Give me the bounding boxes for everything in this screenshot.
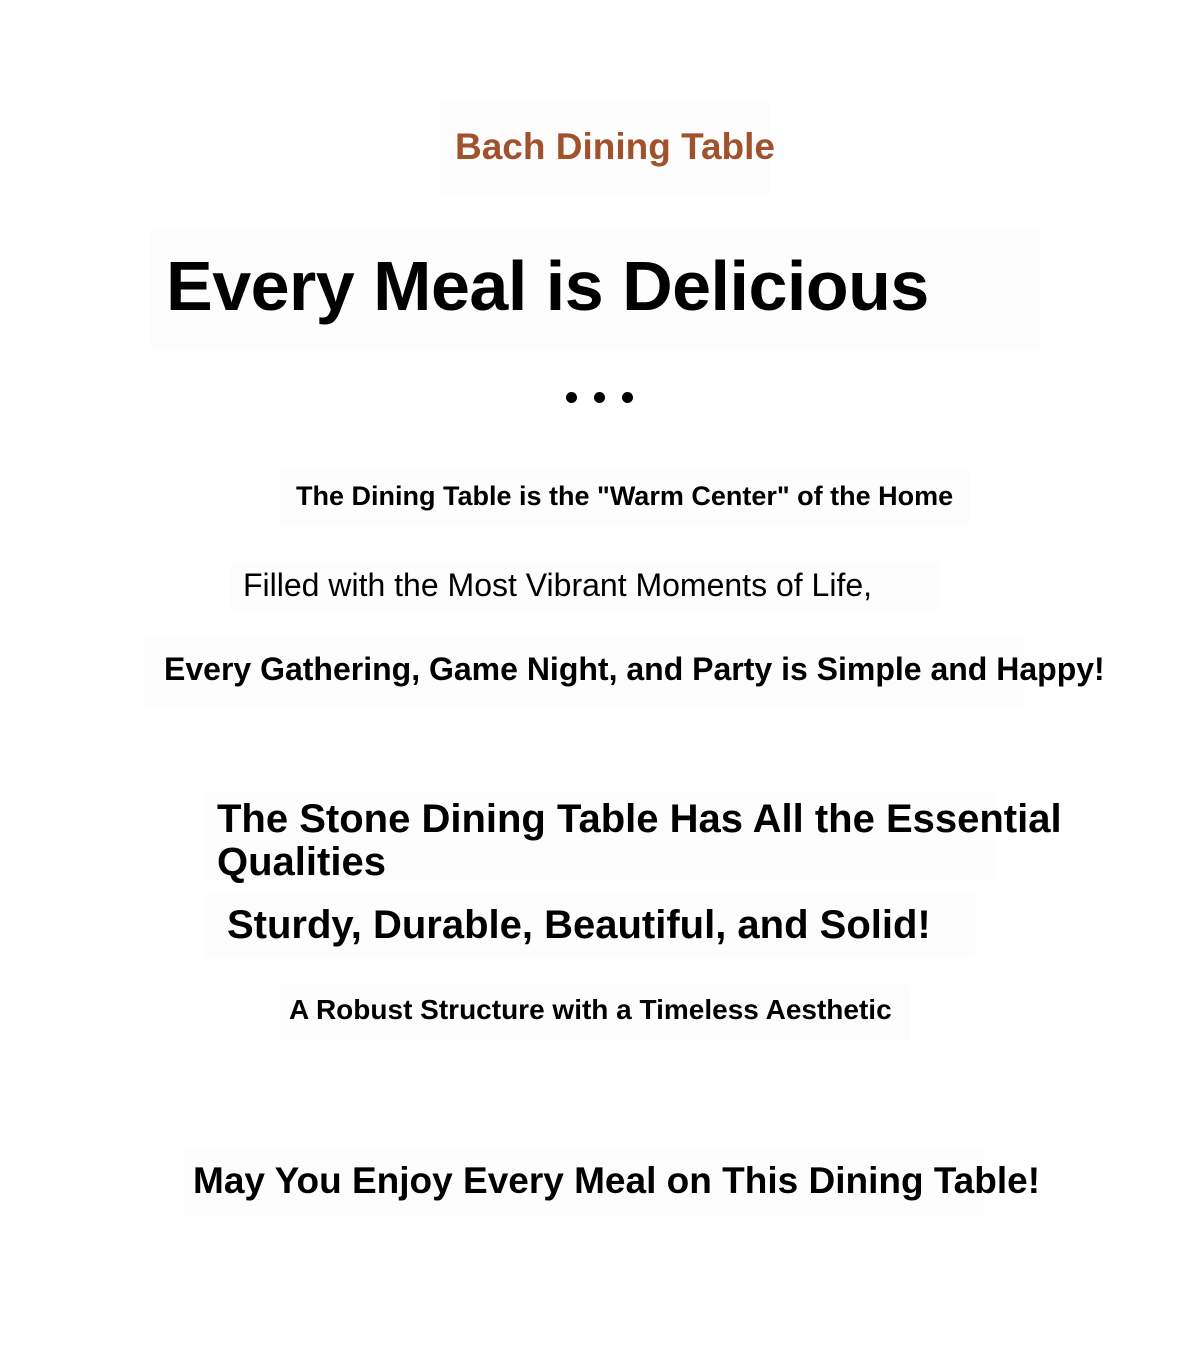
ellipsis-divider [566, 392, 636, 404]
text-line-warm-center: The Dining Table is the "Warm Center" of the Home [296, 481, 954, 511]
text-line-robust-structure: A Robust Structure with a Timeless Aesthetic [289, 994, 892, 1025]
brand-title: Bach Dining Table [455, 126, 776, 167]
text-line-sturdy-durable: Sturdy, Durable, Beautiful, and Solid! [227, 903, 931, 947]
divider-dot [594, 392, 605, 403]
page-headline: Every Meal is Delicious [166, 247, 929, 325]
divider-dot [566, 392, 577, 403]
text-line-gatherings: Every Gathering, Game Night, and Party is Simple and Happy! [164, 651, 1105, 687]
text-line-closing-wish: May You Enjoy Every Meal on This Dining Table! [193, 1160, 1041, 1201]
text-line-essential-qualities: The Stone Dining Table Has All the Essential Qualities [217, 797, 1062, 884]
text-line-vibrant-moments: Filled with the Most Vibrant Moments of Life, [243, 567, 873, 603]
divider-dot [622, 392, 633, 403]
